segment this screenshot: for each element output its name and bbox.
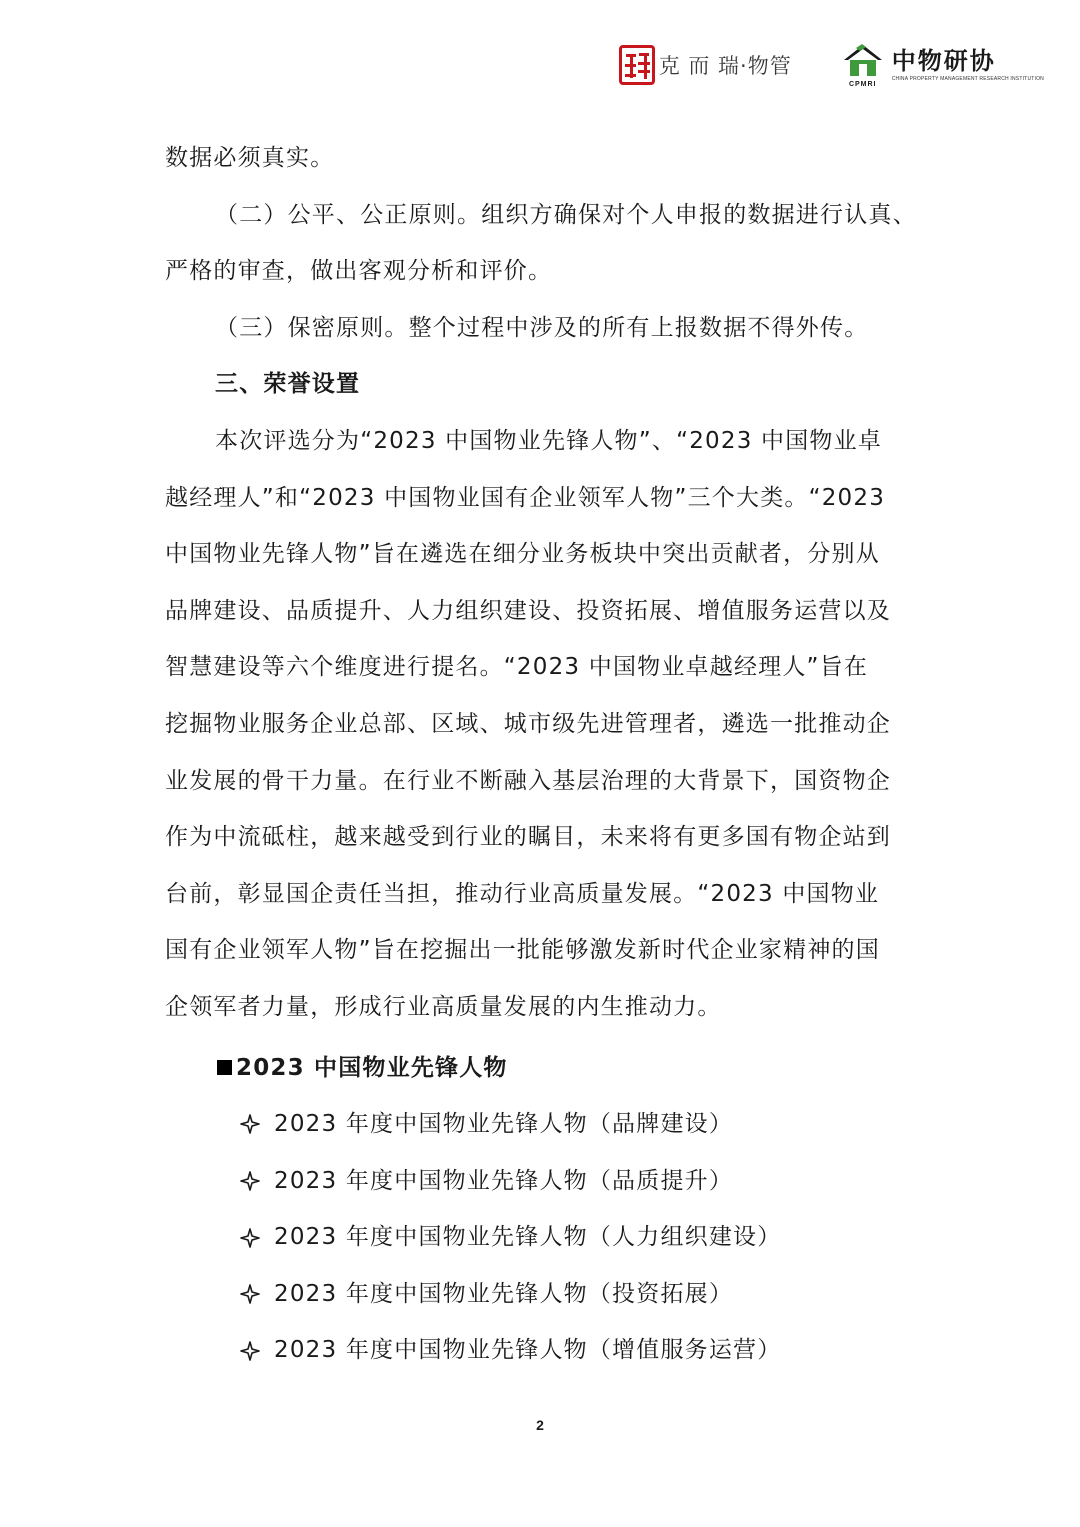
list-item [165,1153,920,1210]
sparkle-bullet-icon [240,1284,260,1304]
paragraph-line: 严格的审查，做出客观分析和评价。 [165,258,553,285]
sparkle-bullet-icon [240,1228,260,1248]
cpmri-logo [842,42,1044,88]
list-item [165,1322,920,1379]
list-item [165,1266,920,1323]
subsection-title [165,1040,920,1097]
cpmri-english-name: CHINA PROPERTY MANAGEMENT RESEARCH INSTITUTION [891,76,1044,82]
list-item-text: 2023 年度中国物业先锋人物（品质提升） [274,1167,734,1194]
sparkle-bullet-icon [240,1171,260,1191]
section-heading: 三、荣誉设置 [215,371,361,398]
paragraph-line: 越经理人”和“2023 中国物业国有企业领军人物”三个大类。“2023 [165,484,886,511]
page-number: 2 [536,1417,544,1433]
paragraph-line: 挖掘物业服务企业总部、区域、城市级先进管理者，遴选一批推动企 [165,710,891,737]
paragraph-line: 国有企业领军人物”旨在挖掘出一批能够激发新时代企业家精神的国 [165,937,880,964]
cricr-logo [619,45,792,85]
paragraph-line: 企领军者力量，形成行业高质量发展的内生推动力。 [165,993,722,1020]
sparkle-bullet-icon [240,1341,260,1361]
list-item [165,1096,920,1153]
paragraph-line: 业发展的骨干力量。在行业不断融入基层治理的大背景下，国资物企 [165,767,891,794]
paragraph-line: 数据必须真实。 [165,145,335,171]
black-square-icon [217,1060,232,1075]
cpmri-abbr: CPMRI [848,81,877,88]
list-item-text: 2023 年度中国物业先锋人物（品牌建设） [274,1111,734,1138]
list-item [165,1209,920,1266]
paragraph-line: （二）公平、公正原则。组织方确保对个人申报的数据进行认真、 [215,201,917,228]
paragraph-line: 智慧建设等六个维度进行提名。“2023 中国物业卓越经理人”旨在 [165,654,869,681]
paragraph-line: （三）保密原则。整个过程中涉及的所有上报数据不得外传。 [215,314,869,341]
sparkle-bullet-icon [240,1114,260,1134]
list-item-text: 2023 年度中国物业先锋人物（增值服务运营） [274,1337,782,1364]
cpmri-name: 中物研协 [891,46,996,75]
cpmri-house-icon [842,42,884,88]
cricr-seal-icon [619,45,655,85]
cricr-logo-text: 克 而 瑞·物管 [658,54,792,78]
document-body [165,130,920,1379]
paragraph-line: 中国物业先锋人物”旨在遴选在细分业务板块中突出贡献者，分别从 [165,541,880,568]
list-item-text: 2023 年度中国物业先锋人物（人力组织建设） [274,1224,782,1251]
list-item-text: 2023 年度中国物业先锋人物（投资拓展） [274,1280,734,1307]
paragraph-line: 本次评选分为“2023 中国物业先锋人物”、“2023 中国物业卓 [215,427,883,454]
paragraph-line: 作为中流砥柱，越来越受到行业的瞩目，未来将有更多国有物企站到 [165,824,891,851]
paragraph-line: 品牌建设、品质提升、人力组织建设、投资拓展、增值服务运营以及 [165,597,891,624]
page-header [619,40,1044,90]
paragraph-line: 台前，彰显国企责任当担，推动行业高质量发展。“2023 中国物业 [165,880,880,907]
subsection-title-text: 2023 中国物业先锋人物 [236,1054,508,1081]
